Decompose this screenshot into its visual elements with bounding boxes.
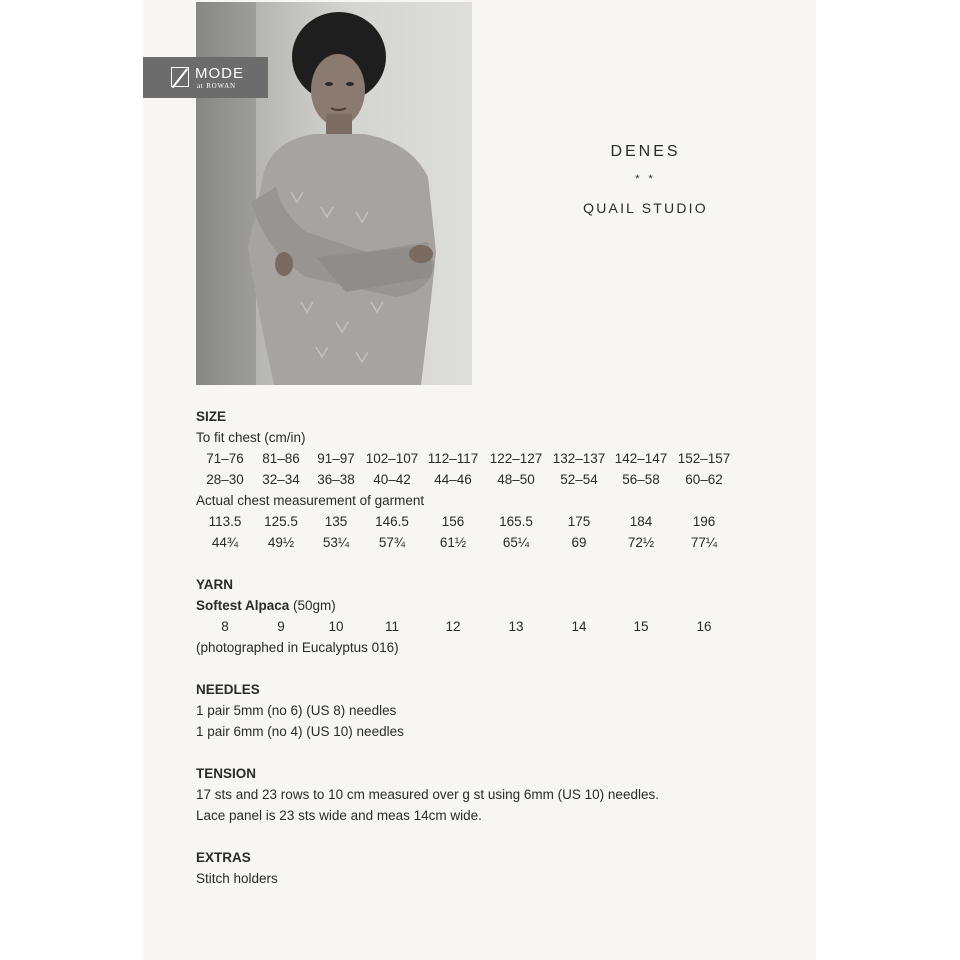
table-cell: 135 xyxy=(324,514,348,529)
table-cell: 15 xyxy=(633,619,649,634)
fit-chest-label: To fit chest (cm/in) xyxy=(196,430,306,445)
title-block xyxy=(543,143,748,216)
table-cell: 102–107 xyxy=(365,451,419,466)
table-cell: 77¼ xyxy=(690,535,718,550)
table-cell: 32–34 xyxy=(262,472,300,487)
mode-logo-icon xyxy=(171,67,189,87)
table-cell: 28–30 xyxy=(206,472,244,487)
table-cell: 132–137 xyxy=(552,451,606,466)
tension-line: 17 sts and 23 rows to 10 cm measured over g st using 6mm (US 10) needles. xyxy=(196,787,659,802)
yarn-heading: YARN xyxy=(196,577,234,592)
table-cell: 81–86 xyxy=(262,451,300,466)
table-cell: 146.5 xyxy=(375,514,409,529)
table-cell: 125.5 xyxy=(264,514,298,529)
designer-name: QUAIL STUDIO xyxy=(583,200,708,216)
tension-heading: TENSION xyxy=(196,766,257,781)
table-cell: 175 xyxy=(567,514,591,529)
table-cell: 196 xyxy=(692,514,716,529)
table-cell: 57¾ xyxy=(378,535,406,550)
extras-heading: EXTRAS xyxy=(196,850,251,865)
size-heading: SIZE xyxy=(196,409,227,424)
table-cell: 49½ xyxy=(267,535,295,550)
difficulty-stars: * * xyxy=(635,173,656,185)
table-cell: 72½ xyxy=(627,535,655,550)
table-cell: 8 xyxy=(221,619,229,634)
table-cell: 91–97 xyxy=(317,451,355,466)
tension-line: Lace panel is 23 sts wide and meas 14cm wide. xyxy=(196,808,482,823)
table-cell: 9 xyxy=(277,619,285,634)
actual-cm-row xyxy=(196,511,776,532)
table-cell: 10 xyxy=(328,619,344,634)
yarn-weight: (50gm) xyxy=(289,598,336,613)
table-cell: 156 xyxy=(441,514,465,529)
table-cell: 12 xyxy=(445,619,461,634)
table-cell: 142–147 xyxy=(614,451,668,466)
table-cell: 14 xyxy=(571,619,587,634)
table-cell: 165.5 xyxy=(499,514,533,529)
table-cell: 44–46 xyxy=(434,472,472,487)
table-cell: 11 xyxy=(384,619,400,634)
table-cell: 16 xyxy=(696,619,712,634)
table-cell: 71–76 xyxy=(206,451,244,466)
fit-cm-row xyxy=(196,448,776,469)
table-cell: 13 xyxy=(508,619,524,634)
table-cell: 44¾ xyxy=(211,535,239,550)
table-cell: 122–127 xyxy=(489,451,543,466)
table-cell: 65¼ xyxy=(502,535,530,550)
table-cell: 112–117 xyxy=(427,451,479,466)
table-cell: 36–38 xyxy=(317,472,355,487)
needles-line: 1 pair 6mm (no 4) (US 10) needles xyxy=(196,724,404,739)
table-cell: 48–50 xyxy=(497,472,535,487)
pattern-title: DENES xyxy=(610,143,681,160)
table-cell: 52–54 xyxy=(560,472,598,487)
table-cell: 56–58 xyxy=(622,472,660,487)
yarn-name: Softest Alpaca xyxy=(196,598,290,613)
actual-chest-label: Actual chest measurement of garment xyxy=(196,493,425,508)
extras-line: Stitch holders xyxy=(196,871,278,886)
logo-sub: at ROWAN xyxy=(197,82,236,90)
table-cell: 40–42 xyxy=(373,472,411,487)
fit-in-row xyxy=(196,469,776,490)
pattern-details xyxy=(196,406,776,889)
table-cell: 61½ xyxy=(439,535,467,550)
table-cell: 152–157 xyxy=(677,451,731,466)
needles-heading: NEEDLES xyxy=(196,682,260,697)
table-cell: 60–62 xyxy=(685,472,723,487)
table-cell: 53¼ xyxy=(322,535,350,550)
yarn-note: (photographed in Eucalyptus 016) xyxy=(196,640,399,655)
yarn-line xyxy=(196,595,776,616)
logo-brand: MODE xyxy=(195,65,244,82)
pattern-page xyxy=(143,0,816,960)
table-cell: 113.5 xyxy=(208,514,242,529)
needles-line: 1 pair 5mm (no 6) (US 8) needles xyxy=(196,703,397,718)
table-cell: 184 xyxy=(629,514,653,529)
yarn-balls-row xyxy=(196,616,776,637)
table-cell: 69 xyxy=(571,535,587,550)
mode-at-rowan-logo xyxy=(143,57,268,98)
actual-in-row xyxy=(196,532,776,553)
